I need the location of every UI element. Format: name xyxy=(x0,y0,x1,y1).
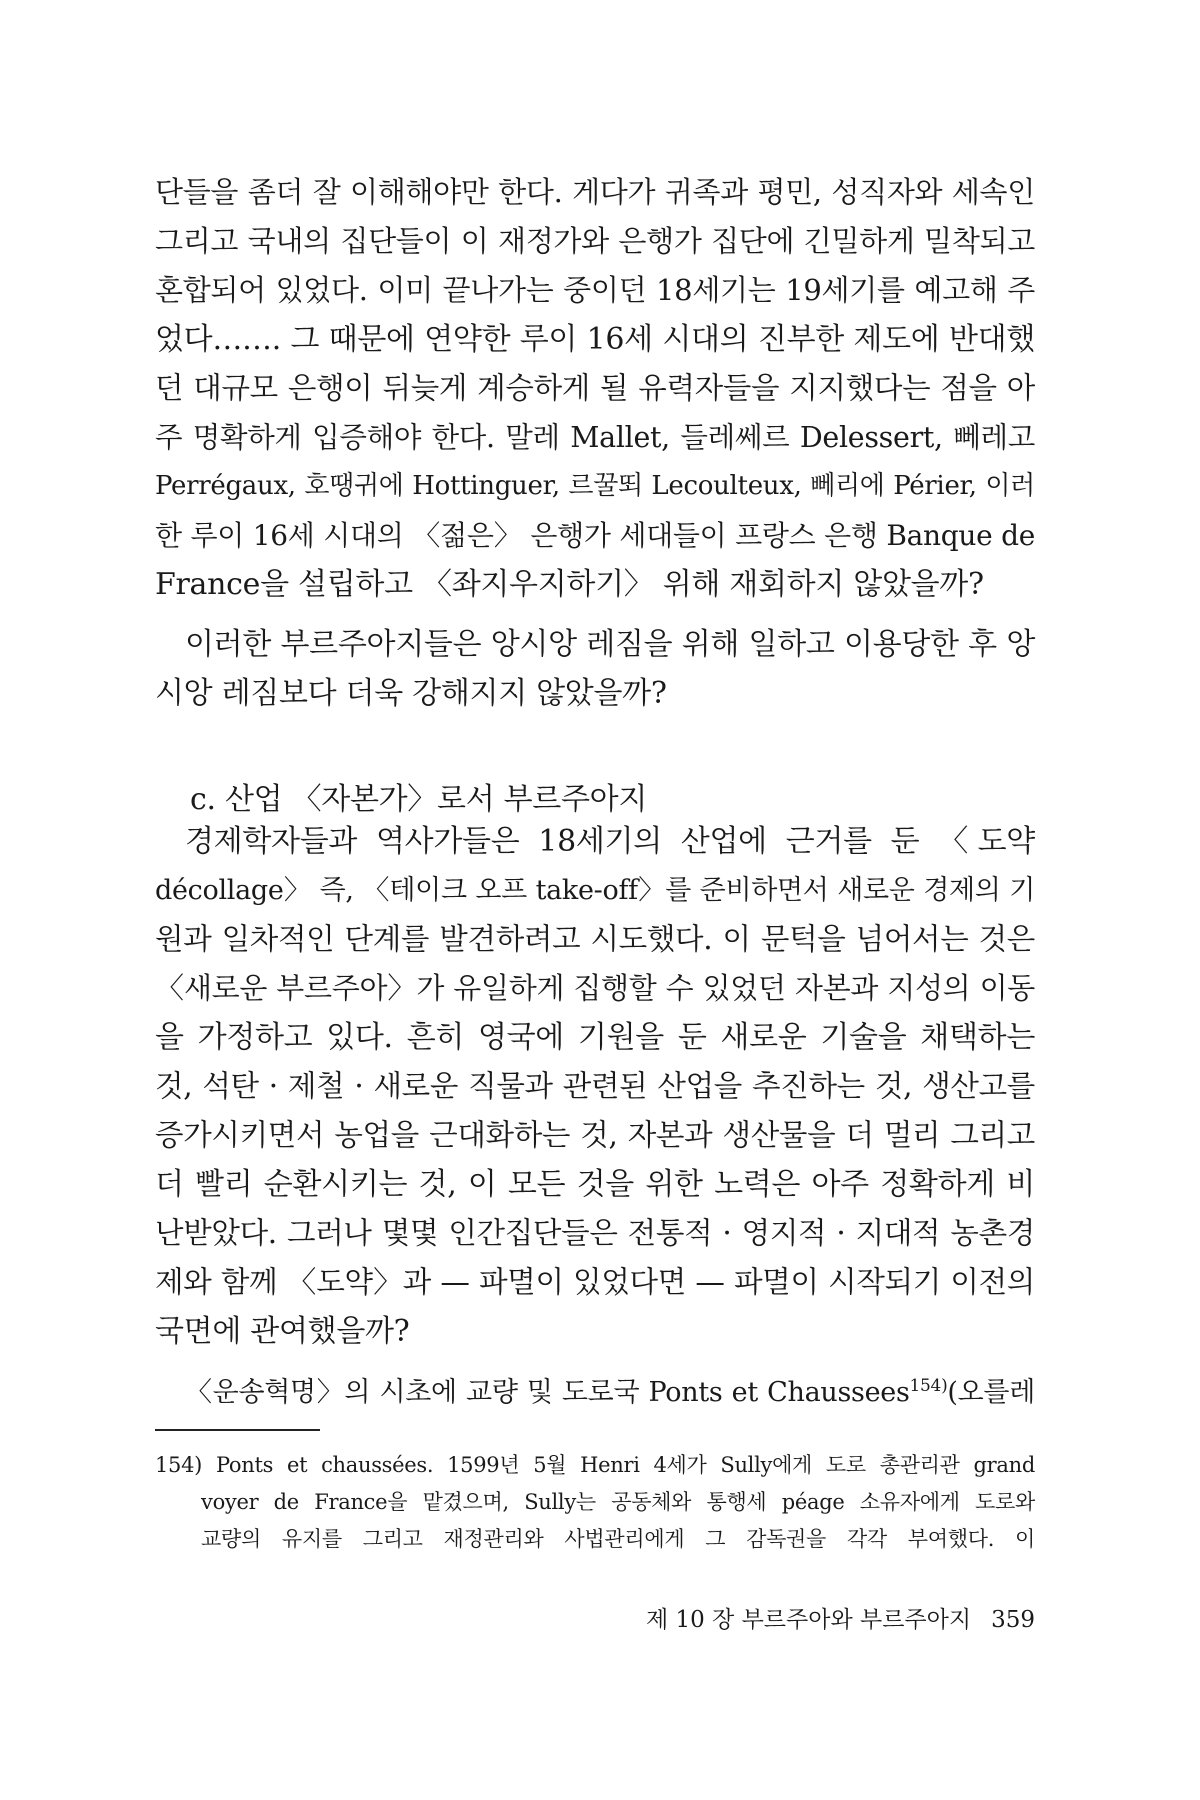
body-paragraph xyxy=(155,1362,1035,1411)
text-line: 이러한 부르주아지들은 앙시앙 레짐을 위해 일하고 이용당한 후 앙 xyxy=(185,627,1035,662)
text-line: 국면에 관여했을까? xyxy=(155,1314,410,1349)
text-line: 그리고 국내의 집단들이 이 재정가와 은행가 집단에 긴밀하게 밀착되고 xyxy=(155,224,1035,258)
text-line: France을 설립하고 〈좌지우지하기〉 위해 재회하지 않았을까? xyxy=(155,567,984,602)
text-line: 시앙 레짐보다 더욱 강해지지 않았을까? xyxy=(155,676,667,711)
footnote-text: Ponts et chaussées. 1599년 5월 Henri 4세가 Sully에게 도로 총관리관 grand xyxy=(215,1453,1035,1477)
footnote-line: 교량의 유지를 그리고 재정관리와 사법관리에게 그 감독권을 각각 부여했다. 이 xyxy=(201,1527,1035,1551)
text-line: 혼합되어 있었다. 이미 끝나가는 중이던 18세기는 19세기를 예고해 주 xyxy=(155,273,1035,307)
chapter-title: 제 10 장 부르주아와 부르주아지 xyxy=(645,1607,972,1633)
text-line: 었다……. 그 때문에 연약한 루이 16세 시대의 진부한 제도에 반대했 xyxy=(155,322,1035,357)
text-fragment: (오를레 xyxy=(947,1377,1035,1408)
text-line: 던 대규모 은행이 뒤늦게 계승하게 될 유력자들을 지지했다는 점을 아 xyxy=(155,371,1035,405)
text-line: 을 가정하고 있다. 흔히 영국에 기원을 둔 새로운 기술을 채택하는 xyxy=(155,1020,1035,1055)
page-number: 359 xyxy=(991,1607,1035,1633)
text-line: 단들을 좀더 잘 이해해야만 한다. 게다가 귀족과 평민, 성직자와 세속인 xyxy=(155,175,1035,209)
text-line: 한 루이 16세 시대의 〈젊은〉 은행가 세대들이 프랑스 은행 Banque de xyxy=(155,519,1035,552)
text-line xyxy=(155,1362,1035,1411)
text-line: 더 빨리 순환시키는 것, 이 모든 것을 위한 노력은 아주 정확하게 비 xyxy=(155,1167,1035,1202)
text-line: Perrégaux, 호땡귀에 Hottinguer, 르꿀뙤 Lecoulteux, 뻬리에 Périer, 이러 xyxy=(155,471,1035,501)
text-line: décollage〉 즉, 〈테이크 오프 take-off〉를 준비하면서 새로운 경제의 기 xyxy=(155,875,1035,906)
footnote-number: 154) xyxy=(155,1453,203,1477)
text-line: 것, 석탄 · 제철 · 새로운 직물과 관련된 산업을 추진하는 것, 생산고를 xyxy=(155,1069,1035,1103)
text-fragment: 〈운송혁명〉의 시초에 교량 및 도로국 Ponts et Chaussees xyxy=(185,1377,910,1408)
section-heading: c. 산업 〈자본가〉로서 부르주아지 xyxy=(190,782,648,817)
body-paragraph xyxy=(155,168,1035,609)
body-paragraph xyxy=(155,620,1035,718)
text-line: 주 명확하게 입증해야 한다. 말레 Mallet, 들레쎄르 Delessert, 뻬레고 xyxy=(155,421,1035,454)
running-footer xyxy=(646,1604,1035,1636)
text-line: 증가시키면서 농업을 근대화하는 것, 자본과 생산물을 더 멀리 그리고 xyxy=(155,1118,1035,1152)
footnote-line: voyer de France을 맡겼으며, Sully는 공동체와 통행세 péage 소유자에게 도로와 xyxy=(201,1490,1035,1514)
footnote xyxy=(155,1447,1035,1558)
text-line: 난받았다. 그러나 몇몇 인간집단들은 전통적 · 영지적 · 지대적 농촌경 xyxy=(155,1216,1035,1250)
text-line: 〈새로운 부르주아〉가 유일하게 집행할 수 있었던 자본과 지성의 이동 xyxy=(155,971,1035,1005)
text-line: 제와 함께 〈도약〉과 — 파멸이 있었다면 — 파멸이 시작되기 이전의 xyxy=(155,1265,1035,1299)
body-paragraph xyxy=(155,817,1035,1356)
text-line: 원과 일차적인 단계를 발견하려고 시도했다. 이 문턱을 넘어서는 것은 xyxy=(155,922,1035,956)
footnote-line xyxy=(155,1447,1035,1484)
text-line: 경제학자들과 역사가들은 18세기의 산업에 근거를 둔 〈도약 xyxy=(185,824,1035,859)
footnote-reference[interactable]: 154) xyxy=(909,1376,948,1396)
footnote-divider xyxy=(155,1429,320,1431)
